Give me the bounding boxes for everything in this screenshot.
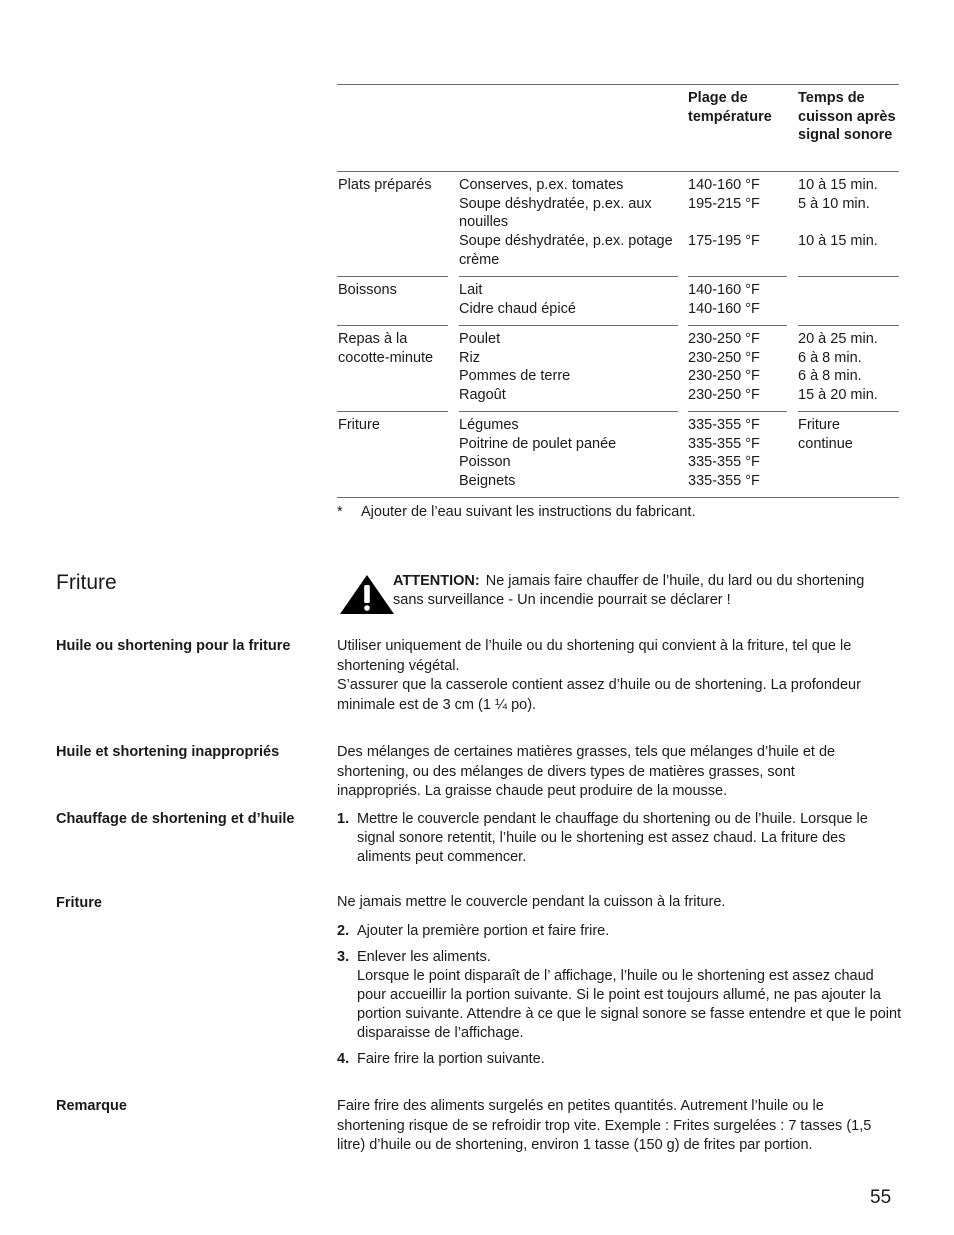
- row-time: 15 à 20 min.: [798, 387, 878, 404]
- row-item: Poisson: [459, 454, 511, 471]
- step-title: Enlever les aliments.: [357, 949, 491, 965]
- row-time: 10 à 15 min.: [798, 177, 878, 193]
- attention-text: Ne jamais faire chauffer de l’huile, du lard ou du shortening sans surveillance - Un incendie pourrait se déclarer !: [393, 573, 865, 608]
- row-item: Conserves, p.ex. tomates: [459, 177, 624, 193]
- row-divider: [688, 411, 787, 412]
- footnote-text: Ajouter de l’eau suivant les instructions du fabricant.: [361, 504, 696, 520]
- table-top-rule: [337, 84, 899, 85]
- row-time: 6 à 8 min.: [798, 349, 862, 366]
- row-temperature: 175-195 °F: [688, 233, 760, 249]
- step-number: 4.: [337, 1051, 350, 1067]
- row-divider: [688, 325, 787, 326]
- row-category: Repas à la cocotte-minute: [338, 331, 434, 366]
- row-category: Friture: [338, 417, 380, 433]
- row-temperature: 335-355 °F: [688, 454, 760, 471]
- row-item: Beignets: [459, 473, 516, 490]
- oil-paragraph-1: Utiliser uniquement de l’huile ou du shortening qui convient à la friture, tel que le shortening végétal.: [337, 638, 852, 674]
- attention-label: ATTENTION:: [393, 573, 480, 589]
- row-item: Lait: [459, 282, 483, 298]
- row-category: Plats préparés: [338, 177, 432, 193]
- table-bottom-rule: [337, 497, 899, 498]
- header-rule: [337, 171, 899, 172]
- row-category: Boissons: [338, 282, 397, 298]
- page-number: 55: [870, 1187, 892, 1208]
- row-time: 20 à 25 min.: [798, 331, 878, 347]
- step-text: Lorsque le point disparaît de l’ affichage, l’huile ou le shortening est assez chaud pour accueillir la portion suivante. Si le point est toujours allumé, ne pas ajouter la portion suivante. Attendre à ce que le signal sonore se fasse entendre et que le point disparaisse de l’affichage.: [357, 968, 902, 1041]
- section-title: Friture: [56, 571, 117, 594]
- row-temperature: 195-215 °F: [688, 195, 760, 212]
- row-temperature: 140-160 °F: [688, 177, 760, 193]
- note-paragraph: Faire frire des aliments surgelés en petites quantités. Autrement l’huile ou le shortening risque de se refroidir trop vite. Exemple : Frites surgelées : 7 tasses (1,5 litre) d’huile ou de shortening, environ 1 tasse (150 g) de frites par portion.: [337, 1098, 872, 1154]
- row-temperature: 335-355 °F: [688, 435, 760, 452]
- row-divider: [337, 325, 448, 326]
- step-number: 2.: [337, 923, 350, 939]
- row-temperature: 230-250 °F: [688, 368, 760, 385]
- heading-oil: Huile ou shortening pour la friture: [56, 638, 291, 654]
- row-time: 6 à 8 min.: [798, 368, 862, 385]
- row-divider: [459, 276, 678, 277]
- heading-frying: Friture: [56, 895, 102, 911]
- row-divider: [459, 411, 678, 412]
- row-temperature: 230-250 °F: [688, 349, 760, 366]
- row-divider: [459, 325, 678, 326]
- row-divider: [688, 276, 787, 277]
- row-item: Riz: [459, 349, 480, 366]
- footnote-marker: *: [337, 504, 343, 520]
- row-temperature: 230-250 °F: [688, 387, 760, 404]
- step-number: 1.: [337, 811, 350, 827]
- warning-triangle-icon: [339, 574, 395, 615]
- row-divider: [337, 276, 448, 277]
- row-item: Pommes de terre: [459, 368, 571, 385]
- heading-note: Remarque: [56, 1098, 127, 1114]
- row-time: 5 à 10 min.: [798, 195, 870, 212]
- step-text: Faire frire la portion suivante.: [357, 1051, 545, 1067]
- row-time: Friture continue: [798, 417, 853, 452]
- row-temperature: 335-355 °F: [688, 473, 760, 490]
- header-time: Temps de cuisson après signal sonore: [798, 90, 896, 143]
- heading-inappropriate: Huile et shortening inappropriés: [56, 744, 280, 760]
- inappropriate-paragraph: Des mélanges de certaines matières grasses, tels que mélanges d’huile et de shortening, ou des mélanges de divers types de matières grasses, sont inappropriés. La graisse chaude peut produire de la mousse.: [337, 744, 836, 800]
- row-item: Soupe déshydratée, p.ex. potage crème: [459, 233, 673, 268]
- row-divider: [798, 276, 899, 277]
- row-divider: [798, 325, 899, 326]
- row-temperature: 335-355 °F: [688, 417, 760, 433]
- row-temperature: 140-160 °F: [688, 282, 760, 298]
- row-divider: [337, 411, 448, 412]
- row-item: Cidre chaud épicé: [459, 300, 576, 317]
- step-text: Mettre le couvercle pendant le chauffage du shortening ou de l’huile. Lorsque le signal sonore retentit, l’huile ou le shortening est assez chaud. La friture des aliments peut commencer.: [357, 811, 868, 865]
- row-temperature: 140-160 °F: [688, 300, 760, 317]
- step-number: 3.: [337, 949, 350, 965]
- row-item: Soupe déshydratée, p.ex. aux nouilles: [459, 195, 652, 231]
- heading-heating: Chauffage de shortening et d’huile: [56, 811, 295, 827]
- row-item: Légumes: [459, 417, 519, 433]
- header-temperature: Plage de température: [688, 90, 772, 125]
- attention-notice: [393, 572, 898, 610]
- oil-paragraph-2: S’assurer que la casserole contient assez d’huile ou de shortening. La profondeur minimale est de 3 cm (1 ¼ po).: [337, 677, 861, 713]
- row-time: 10 à 15 min.: [798, 233, 878, 249]
- row-divider: [798, 411, 899, 412]
- frying-paragraph: Ne jamais mettre le couvercle pendant la cuisson à la friture.: [337, 894, 726, 910]
- row-item: Poitrine de poulet panée: [459, 435, 617, 452]
- row-temperature: 230-250 °F: [688, 331, 760, 347]
- step-text: Ajouter la première portion et faire frire.: [357, 923, 610, 939]
- row-item: Poulet: [459, 331, 501, 347]
- row-item: Ragoût: [459, 387, 506, 404]
